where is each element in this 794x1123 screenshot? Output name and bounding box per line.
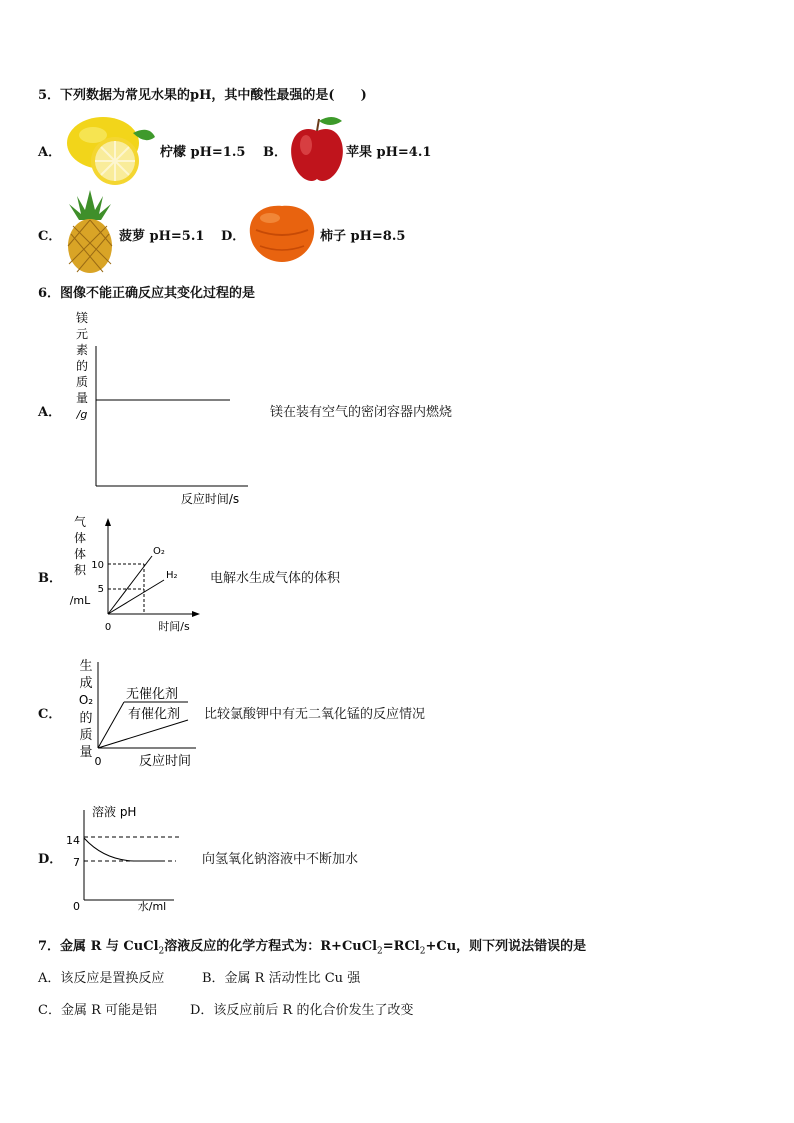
q7-option-a[interactable]: A．该反应是置换反应 xyxy=(38,971,165,986)
q6d-ylabel: 溶液 pH xyxy=(92,805,137,819)
pineapple-icon xyxy=(63,190,117,278)
q6b-x-arrow xyxy=(192,611,200,617)
q5-option-d-text: 柿子 pH=8.5 xyxy=(320,229,406,244)
q6-option-c-letter[interactable]: C． xyxy=(38,707,62,722)
q6b-tick-10: 10 xyxy=(91,560,104,571)
q5-option-d-letter[interactable]: D． xyxy=(221,229,246,244)
persimmon-icon xyxy=(246,200,318,270)
q6d-origin: 0 xyxy=(73,900,80,913)
apple-icon xyxy=(288,113,346,189)
q6d-ph-curve xyxy=(84,838,162,861)
q6-option-a-letter[interactable]: A． xyxy=(38,405,62,420)
lemon-icon xyxy=(63,111,159,191)
q5-option-a-letter[interactable]: A． xyxy=(38,145,62,160)
q5-option-b-text: 苹果 pH=4.1 xyxy=(346,145,432,160)
q7-stem-sub2: 2 xyxy=(377,946,383,957)
q6-option-b-letter[interactable]: B． xyxy=(38,571,62,586)
q6-option-b-graph xyxy=(64,512,204,640)
q6c-ylabel-char: 的 xyxy=(79,711,93,726)
q6a-ylabel-char: 素 xyxy=(75,343,89,357)
q6b-line-o2 xyxy=(108,556,152,614)
q5-stem: 5．下列数据为常见水果的pH，其中酸性最强的是( ) xyxy=(38,88,367,103)
q5-option-a-text: 柠檬 pH=1.5 xyxy=(160,145,246,160)
q6-option-d-letter[interactable]: D． xyxy=(38,852,63,867)
q6a-ylabel-char: 量 xyxy=(75,391,89,405)
q7-stem-sub3: 2 xyxy=(419,946,426,957)
q6a-ylabel-char: 的 xyxy=(75,359,89,373)
q6c-ylabel-char: 质 xyxy=(79,728,93,743)
q6a-xlabel: 反应时间/s xyxy=(180,492,240,506)
q6c-label-with-catalyst: 有催化剂 xyxy=(128,707,181,722)
q6-option-d-graph xyxy=(64,798,194,916)
q6b-ylabel-char: 体 xyxy=(73,547,87,561)
q6b-tick-5: 5 xyxy=(97,584,104,595)
q6-stem: 6．图像不能正确反应其变化过程的是 xyxy=(38,286,256,301)
q7-option-c[interactable]: C．金属 R 可能是铝 xyxy=(38,1003,157,1018)
q7-stem-prefix: 7．金属 R 与 CuCl xyxy=(38,939,159,954)
q6b-label-o2: O₂ xyxy=(153,546,165,557)
q6b-y-arrow xyxy=(105,518,111,526)
q7-stem-eq: =RCl xyxy=(382,939,420,954)
q6c-ylabel-char: O₂ xyxy=(78,693,94,707)
q7-option-d[interactable]: D．该反应前后 R 的化合价发生了改变 xyxy=(190,1003,414,1018)
q7-stem-mid: 溶液反应的化学方程式为：R+CuCl xyxy=(164,939,378,954)
q6b-label-h2: H₂ xyxy=(166,570,178,581)
q6-option-c-desc: 比较氯酸钾中有无二氧化锰的反应情况 xyxy=(204,707,426,722)
q6a-yunit: /g xyxy=(76,408,88,421)
q6b-ylabel-char: 气 xyxy=(73,515,87,529)
q6a-ylabel-char: 质 xyxy=(75,375,89,389)
q6c-origin: 0 xyxy=(94,755,102,768)
q6b-line-h2 xyxy=(108,580,164,614)
q6-option-a-desc: 镁在装有空气的密闭容器内燃烧 xyxy=(270,405,453,420)
q7-stem-sub1: 2 xyxy=(158,946,165,957)
q5-option-c-letter[interactable]: C． xyxy=(38,229,62,244)
q7-stem-suffix: +Cu，则下列说法错误的是 xyxy=(425,939,587,954)
q6a-ylabel-char: 元 xyxy=(75,327,89,341)
q6b-xlabel: 时间/s xyxy=(158,620,190,633)
q6c-ylabel-char: 生 xyxy=(79,659,93,674)
q6-option-a-graph xyxy=(60,306,260,512)
q6b-ylabel-char: 积 xyxy=(73,563,87,577)
q6b-origin: 0 xyxy=(104,622,112,633)
q6-option-c-graph xyxy=(68,654,202,772)
q7-stem xyxy=(38,935,586,957)
q6-option-d-desc: 向氢氧化钠溶液中不断加水 xyxy=(202,852,359,867)
q6b-ylabel-char: 体 xyxy=(73,531,87,545)
q5-option-c-text: 菠萝 pH=5.1 xyxy=(119,229,205,244)
q6c-ylabel-char: 成 xyxy=(79,676,93,691)
q6b-yunit: /mL xyxy=(69,594,91,607)
q6d-xlabel: 水/ml xyxy=(137,900,167,913)
q6a-ylabel-char: 镁 xyxy=(75,311,89,325)
q6d-tick-14: 14 xyxy=(66,834,80,847)
q6d-tick-7: 7 xyxy=(73,856,80,869)
q6c-ylabel-char: 量 xyxy=(79,745,93,760)
q6c-label-no-catalyst: 无催化剂 xyxy=(126,687,179,702)
q6-option-b-desc: 电解水生成气体的体积 xyxy=(210,571,341,586)
q5-option-b-letter[interactable]: B． xyxy=(263,145,287,160)
q7-option-b[interactable]: B．金属 R 活动性比 Cu 强 xyxy=(202,971,361,986)
q6c-xlabel: 反应时间 xyxy=(138,754,192,769)
